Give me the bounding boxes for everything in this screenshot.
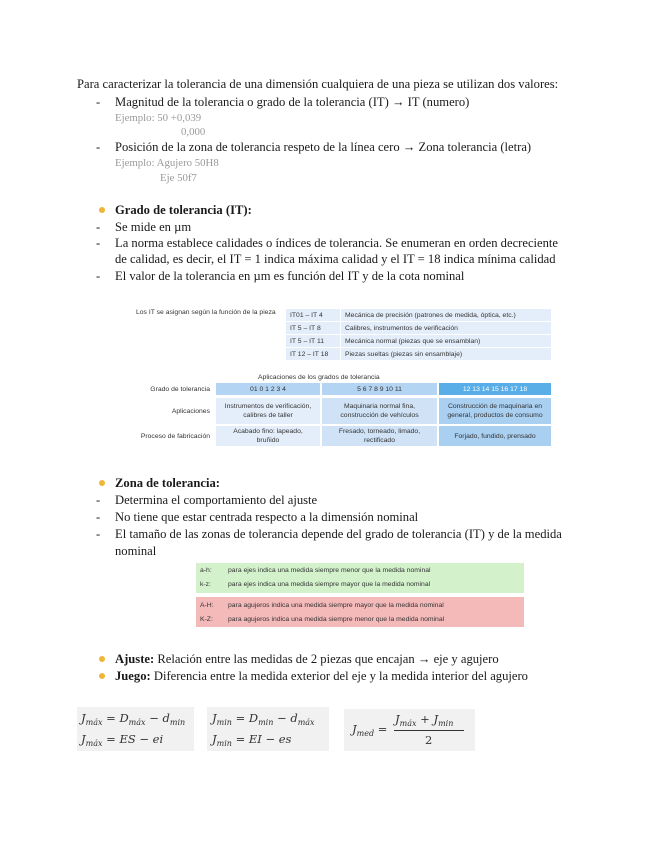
grado-item: El valor de la tolerancia en µm es función del IT y de la cota nominal	[115, 269, 465, 283]
dash: -	[96, 510, 101, 524]
table2-title: Aplicaciones de los grados de tolerancia	[258, 374, 380, 381]
def-term: Juego:	[115, 669, 151, 683]
def-term: Ajuste:	[115, 652, 155, 666]
formula-jmed-lhs: $J_{med}$ =	[352, 722, 388, 738]
dash: -	[96, 220, 101, 234]
tol-desc: para agujeros indica una medida siempre menor que la medida nominal	[228, 616, 445, 623]
zona-item: Determina el comportamiento del ajuste	[115, 493, 318, 507]
def-text: Diferencia entre la medida exterior del eje y la medida interior del agujero	[153, 669, 528, 683]
table1-label: Los IT se asignan según la función de la pieza	[136, 309, 276, 316]
bullet-icon	[99, 673, 105, 679]
tol-code: k-z:	[200, 581, 211, 588]
zona-item: nominal	[115, 544, 157, 558]
application: Instrumentos de verificación, calibres de taller	[216, 398, 320, 424]
dash: -	[96, 236, 101, 250]
grado-item: de calidad, es decir, el IT = 1 indica máxima calidad y el IT = 18 indica mínima calidad	[115, 252, 556, 266]
tol-desc: para agujeros indica una medida siempre mayor que la medida nominal	[228, 602, 444, 609]
grado-title: Grado de tolerancia (IT):	[115, 203, 252, 217]
example-posicion-1: Ejemplo: Agujero 50H8	[115, 157, 219, 169]
tol-desc: para ejes indica una medida siempre menor que la medida nominal	[228, 567, 431, 574]
table1-range: IT 5 – IT 8	[286, 322, 340, 334]
bullet-icon	[99, 656, 105, 662]
grade-range: 01 0 1 2 3 4	[216, 383, 320, 395]
tol-desc: para ejes indica una medida siempre mayor que la medida nominal	[228, 581, 431, 588]
dash: -	[96, 269, 101, 283]
example-magnitud-2: 0,000	[181, 126, 206, 138]
process: Forjado, fundido, prensado	[439, 426, 551, 446]
zona-title: Zona de tolerancia:	[115, 476, 220, 490]
tol-code: K-Z:	[200, 616, 213, 623]
fraction-bar	[394, 730, 464, 731]
table2-row-label: Proceso de fabricación	[140, 432, 210, 440]
table1-desc: Mecánica de precisión (patrones de medida, óptica, etc.)	[341, 309, 551, 321]
table1-range: IT 5 – IT 11	[286, 335, 340, 347]
intro-text: Para caracterizar la tolerancia de una dimensión cualquiera de una pieza se utilizan dos valores:	[77, 77, 559, 91]
table1-desc: Piezas sueltas (piezas sin ensamblaje)	[341, 348, 551, 360]
def-text: Relación entre las medidas de 2 piezas que encajan → eje y agujero	[157, 652, 499, 666]
formula-jmax-2: $J_{máx}$ = ES − ei	[81, 732, 164, 748]
process: Acabado fino: lapeado, bruñido	[216, 426, 320, 446]
table2-row-label: Aplicaciones	[171, 407, 210, 415]
grado-item: La norma establece calidades o índices de tolerancia. Se enumeran en orden decreciente	[115, 236, 559, 250]
zona-item: No tiene que estar centrada respecto a la dimensión nominal	[115, 510, 419, 524]
dash: -	[96, 527, 101, 541]
intro-item-posicion: Posición de la zona de tolerancia respeto de la línea cero → Zona tolerancia (letra)	[115, 140, 532, 154]
tol-code: A-H:	[200, 602, 214, 609]
formula-jmed-den: 2	[425, 733, 433, 747]
application: Maquinaria normal fina, construcción de vehículos	[322, 398, 437, 424]
bullet-icon	[99, 480, 105, 486]
formula-jmax-1: $J_{máx} = D_{máx} - d_{min}$	[81, 711, 186, 727]
table1-desc: Calibres, instrumentos de verificación	[341, 322, 551, 334]
formula-jmin-1: $J_{min} = D_{min} - d_{máx}$	[212, 711, 315, 727]
tol-code: a-h:	[200, 567, 212, 574]
process: Fresado, torneado, limado, rectificado	[322, 426, 437, 446]
formula-jmin-2: $J_{min}$ = EI − es	[212, 732, 292, 748]
table1-range: IT 12 – IT 18	[286, 348, 340, 360]
formula-jmed-num: $J_{máx} + J_{min}$	[395, 712, 454, 728]
example-posicion-2: Eje 50f7	[160, 172, 197, 184]
example-magnitud-1: Ejemplo: 50 +0,039	[115, 112, 202, 124]
dash: -	[96, 140, 101, 154]
intro-item-magnitud: Magnitud de la tolerancia o grado de la tolerancia (IT) → IT (numero)	[115, 95, 470, 109]
application: Construcción de maquinaria en general, productos de consumo	[439, 398, 551, 424]
def-ajuste	[115, 651, 499, 667]
table1-range: IT01 – IT 4	[286, 309, 340, 321]
bullet-icon	[99, 207, 105, 213]
zona-item: El tamaño de las zonas de tolerancia depende del grado de tolerancia (IT) y de la medida	[115, 527, 562, 541]
dash: -	[96, 95, 101, 109]
table1-desc: Mecánica normal (piezas que se ensamblan)	[341, 335, 551, 347]
grade-range: 5 6 7 8 9 10 11	[322, 383, 437, 395]
dash: -	[96, 493, 101, 507]
def-juego	[115, 668, 528, 684]
grade-range: 12 13 14 15 16 17 18	[439, 383, 551, 395]
grado-item: Se mide en µm	[115, 220, 192, 234]
table2-row-label: Grado de tolerancia	[150, 385, 210, 393]
